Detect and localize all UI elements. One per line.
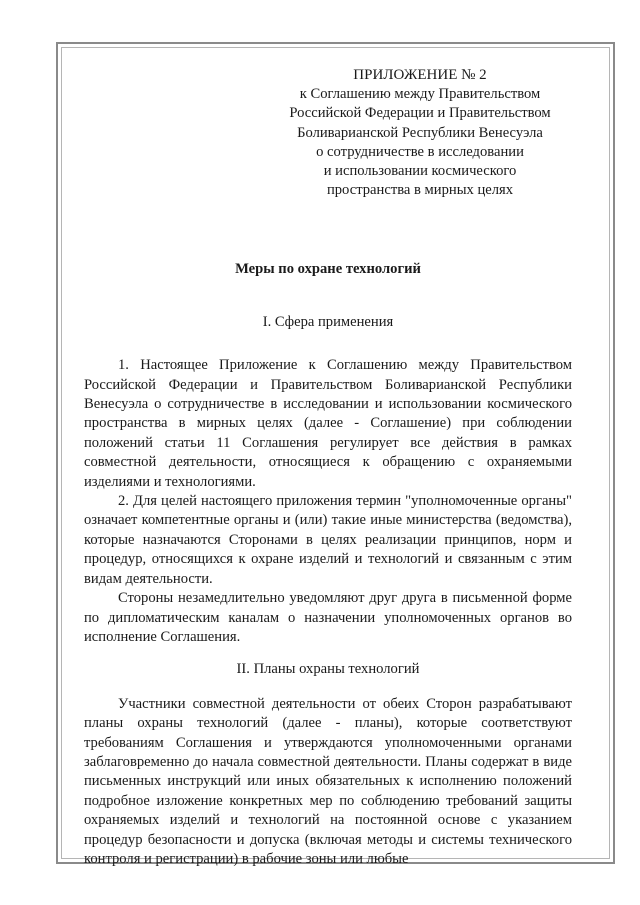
paragraph: 2. Для целей настоящего приложения термин "уполномоченные органы" означает компетентные органы и (или) такие иные министерства (ведомства), которые назначаются Сторонами в целях реализации принципов, норм и процедур, относящихся к охране изделий и технологий и связанным с этим видам деятельности. [84,493,572,587]
document-page [84,66,572,869]
paragraph: 1. Настоящее Приложение к Соглашению между Правительством Российской Федерации и Правительством Боливарианской Республики Венесуэла о сотрудничестве в исследовании и использовании космического пространства в мирных целях (далее - Соглашение) при соблюдении положений статьи 11 Соглашения регулирует все действия в рамках совместной деятельности, относящиеся к обращению с охраняемыми изделиями и технологиями. [84,357,572,490]
annex-line: Боливарианской Республики Венесуэла [297,124,543,141]
section-heading-plans: II. Планы охраны технологий [236,661,420,678]
paragraph: Стороны незамедлительно уведомляют друг друга в письменной форме по дипломатическим каналам о назначении уполномоченных органов во исполнение Соглашения. [84,590,572,645]
section-heading-scope: I. Сфера применения [262,313,394,330]
paragraph: Участники совместной деятельности от обеих Сторон разрабатывают планы охраны технологий (далее - планы), которые соответствуют требованиям Соглашения и утверждаются уполномоченными органами заблаговременно до начала совместной деятельности. Планы содержат в виде письменных инструкций или иных обязательных к исполнению положений подробное изложение конкретных мер по соблюдению требований защиты охраняемых изделий и технологий на постоянной основе с указанием процедур безопасности и допуска (включая методы и системы технического контроля и регистрации) в рабочие зоны или любые [84,695,572,867]
annex-line: пространства в мирных целях [326,182,514,199]
annex-line: и использовании космического [323,163,517,180]
document-title: Меры по охране технологий [235,261,421,278]
annex-line: Российской Федерации и Правительством [289,105,551,122]
annex-header [284,66,556,200]
annex-line: о сотрудничестве в исследовании [316,143,524,160]
annex-title: ПРИЛОЖЕНИЕ № 2 [353,67,487,83]
annex-line: к Соглашению между Правительством [299,86,541,103]
